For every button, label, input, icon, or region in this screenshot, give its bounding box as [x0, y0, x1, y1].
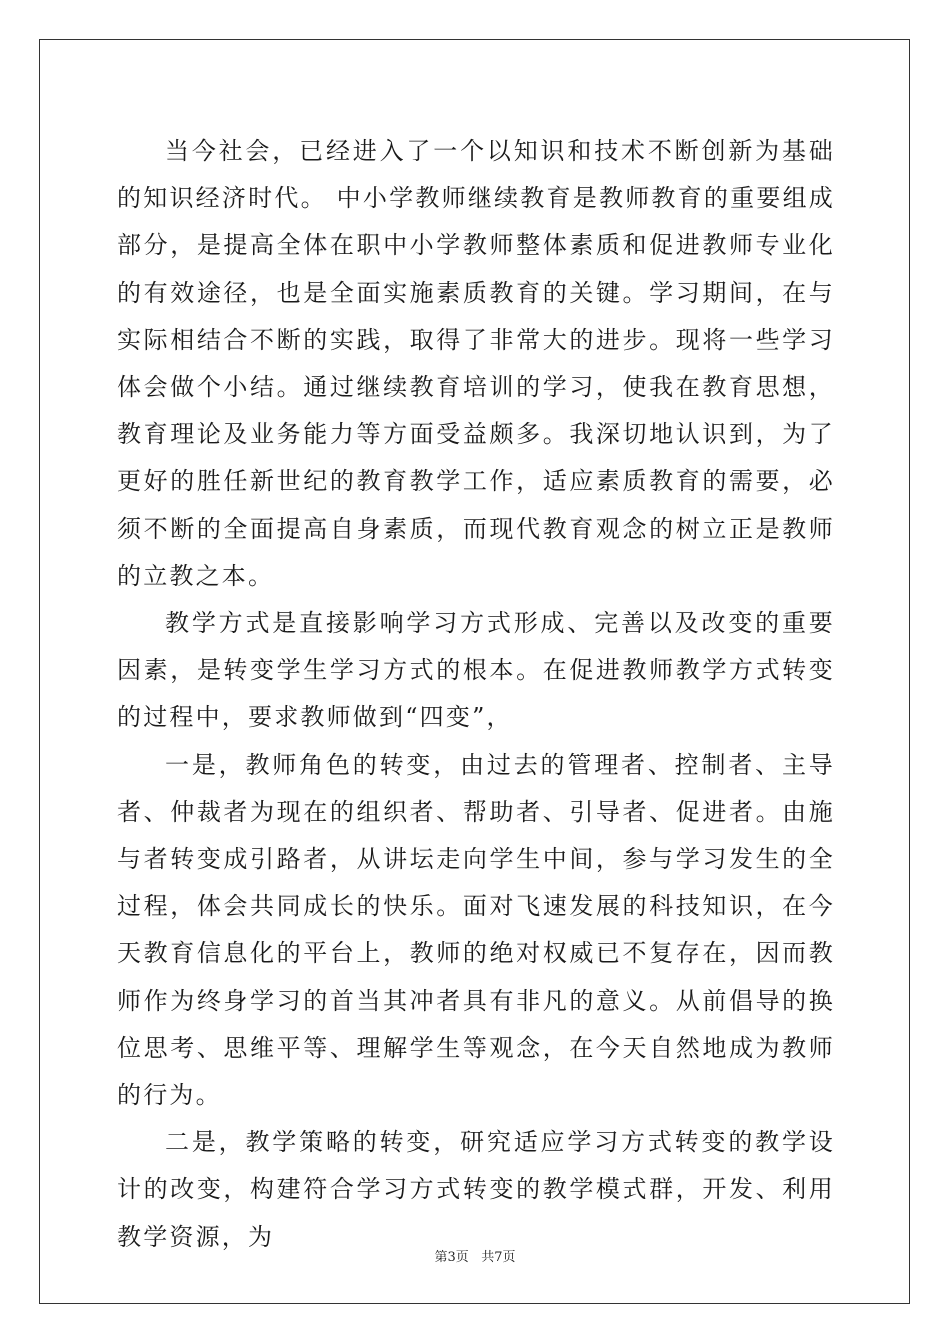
page-total: 共7页 — [481, 1250, 516, 1265]
document-body — [117, 128, 835, 1261]
page-footer — [0, 1246, 950, 1265]
paragraph-intro: 当今社会，已经进入了一个以知识和技术不断创新为基础的知识经济时代。 中小学教师继续教育是教师教育的重要组成部分，是提高全体在职中小学教师整体素质和促进教师专业化的有效途径，也是全面实施素质教育的关键。学习期间，在与实际相结合不断的实践，取得了非常大的进步。现将一些学习体会做个小结。通过继续教育培训的学习，使我在教育思想，教育理论及业务能力等方面受益颇多。我深切地认识到，为了更好的胜任新世纪的教育教学工作，适应素质教育的需要，必须不断的全面提高自身素质，而现代教育观念的树立正是教师的立教之本。 — [117, 137, 835, 590]
paragraph-teaching-method: 教学方式是直接影响学习方式形成、完善以及改变的重要因素，是转变学生学习方式的根本。在促进教师教学方式转变的过程中，要求教师做到“四变”， — [117, 609, 835, 732]
page-number: 第3页 — [434, 1250, 469, 1265]
paragraph-strategy-change: 二是，教学策略的转变，研究适应学习方式转变的教学设计的改变，构建符合学习方式转变的教学模式群，开发、利用教学资源，为 — [117, 1128, 835, 1251]
paragraph-role-change: 一是，教师角色的转变，由过去的管理者、控制者、主导者、仲裁者为现在的组织者、帮助者、引导者、促进者。由施与者转变成引路者，从讲坛走向学生中间，参与学习发生的全过程，体会共同成长的快乐。面对飞速发展的科技知识，在今天教育信息化的平台上，教师的绝对权威已不复存在，因而教师作为终身学习的首当其冲者具有非凡的意义。从前倡导的换位思考、思维平等、理解学生等观念，在今天自然地成为教师的行为。 — [117, 750, 835, 1110]
